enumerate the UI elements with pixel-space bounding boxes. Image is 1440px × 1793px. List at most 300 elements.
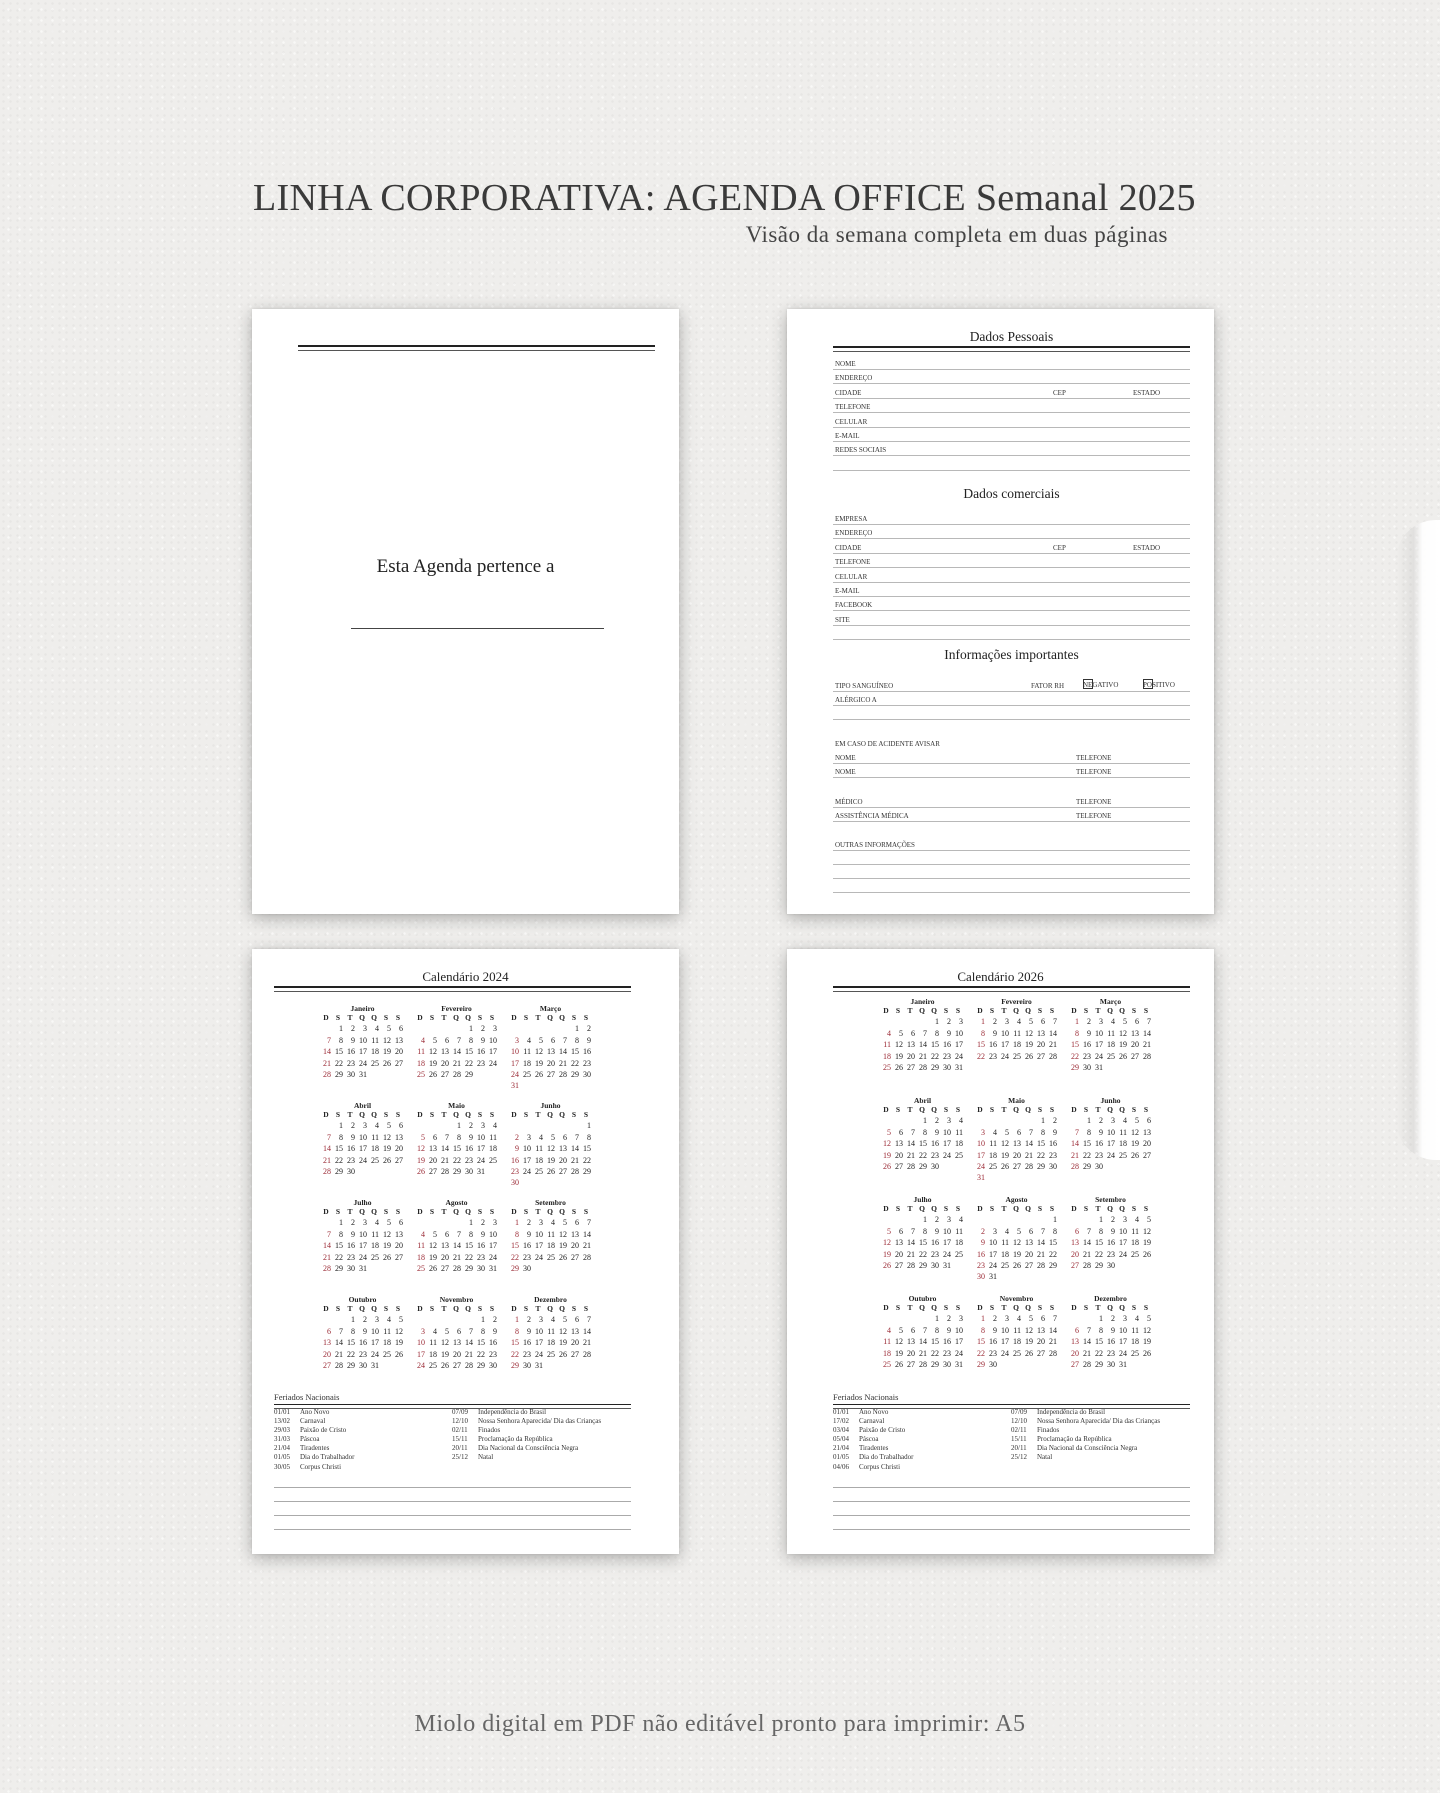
field-label: CIDADE — [835, 543, 862, 552]
writing-line-1 — [274, 1487, 631, 1488]
day-cell: 26 — [1143, 1348, 1151, 1358]
weekday-header: S — [395, 1304, 401, 1313]
day-cell: 7 — [1041, 1226, 1045, 1236]
day-cell: 19 — [1001, 1150, 1009, 1160]
weekday-header: S — [583, 1207, 589, 1216]
day-cell: 17 — [1001, 1337, 1009, 1347]
empty-cell — [450, 1218, 462, 1229]
day-cell: 14 — [907, 1139, 915, 1149]
field-label: FACEBOOK — [835, 601, 873, 610]
commercial-title: Dados comerciais — [963, 486, 1060, 501]
day-cell: 4 — [1005, 1226, 1009, 1236]
day-cell: 11 — [1001, 1238, 1009, 1248]
day-cell: 17 — [955, 1337, 963, 1347]
day-cell: 12 — [1119, 1028, 1127, 1038]
day-cell: 28 — [1025, 1161, 1033, 1171]
weekday-header: S — [383, 1304, 389, 1313]
day-cell: 24 — [371, 1349, 379, 1359]
day-cell: 18 — [547, 1241, 555, 1251]
day-cell: 11 — [489, 1132, 497, 1142]
day-cell: 15 — [1095, 1238, 1103, 1248]
weekday-header: S — [477, 1207, 483, 1216]
day-cell: 5 — [1147, 1215, 1151, 1225]
holiday-item — [833, 1463, 913, 1472]
field-row-2 — [833, 384, 1190, 399]
month-julho — [320, 1198, 405, 1275]
holiday-name: Proclamação da República — [478, 1435, 553, 1444]
calendar-2024-page — [252, 949, 679, 1554]
day-cell: 6 — [445, 1229, 449, 1239]
weekday-header: Q — [931, 1204, 937, 1213]
weekday-header: S — [1083, 1105, 1089, 1114]
day-cell: 30 — [465, 1166, 473, 1176]
holiday-name: Natal — [478, 1453, 494, 1462]
day-cell: 8 — [935, 1325, 939, 1335]
day-cell: 22 — [571, 1058, 579, 1068]
day-cell: 19 — [1025, 1337, 1033, 1347]
holiday-name: Ano Novo — [300, 1408, 330, 1416]
day-cell: 28 — [583, 1252, 591, 1262]
empty-cell — [892, 1314, 904, 1325]
day-cell: 22 — [931, 1348, 939, 1358]
day-cell: 2 — [527, 1218, 531, 1228]
day-cell: 9 — [1053, 1127, 1057, 1137]
day-cell: 11 — [1013, 1325, 1021, 1335]
empty-cell — [892, 1116, 904, 1127]
day-cell: 21 — [583, 1338, 591, 1348]
empty-cell — [532, 1121, 544, 1132]
day-cell: 4 — [993, 1127, 997, 1137]
weekday-header: S — [1037, 1006, 1043, 1015]
day-cell: 18 — [535, 1155, 543, 1165]
month-days — [974, 1006, 1059, 1063]
weekday-header: T — [907, 1006, 913, 1015]
day-cell: 3 — [363, 1218, 367, 1228]
weekday-header: S — [383, 1207, 389, 1216]
day-cell: 13 — [907, 1040, 915, 1050]
day-cell: 29 — [511, 1263, 519, 1273]
day-cell: 4 — [421, 1229, 425, 1239]
weekday-header: Q — [453, 1013, 459, 1022]
day-cell: 25 — [955, 1150, 963, 1160]
day-cell: 20 — [559, 1155, 567, 1165]
field-row-2 — [833, 539, 1190, 554]
day-cell: 27 — [395, 1058, 403, 1068]
day-cell: 1 — [1099, 1314, 1103, 1324]
day-cell: 11 — [371, 1035, 379, 1045]
day-cell: 8 — [981, 1325, 985, 1335]
day-cell: 20 — [1071, 1249, 1079, 1259]
day-cell: 22 — [335, 1058, 343, 1068]
day-cell: 9 — [947, 1028, 951, 1038]
day-cell: 2 — [469, 1121, 473, 1131]
month-days — [414, 1013, 499, 1081]
day-cell: 5 — [1017, 1226, 1021, 1236]
holiday-name: Carnaval — [300, 1417, 326, 1426]
day-cell: 6 — [1135, 1017, 1139, 1027]
day-cell: 27 — [1025, 1260, 1033, 1270]
field-label: ENDEREÇO — [835, 529, 873, 538]
day-cell: 9 — [935, 1226, 939, 1236]
day-cell: 28 — [571, 1166, 579, 1176]
emergency-name-row-2 — [833, 763, 1190, 778]
day-cell: 25 — [429, 1360, 437, 1370]
weekday-header: D — [417, 1207, 423, 1216]
day-cell: 13 — [441, 1241, 449, 1251]
day-cell: 14 — [453, 1047, 461, 1057]
day-cell: 9 — [587, 1035, 591, 1045]
holiday-item — [833, 1417, 913, 1426]
page-edge-shadow — [1396, 520, 1440, 1160]
weekday-header: S — [477, 1110, 483, 1119]
day-cell: 22 — [931, 1051, 939, 1061]
holiday-date: 03/04 — [833, 1426, 849, 1435]
day-cell: 6 — [899, 1127, 903, 1137]
day-cell: 16 — [523, 1338, 531, 1348]
weekday-header: T — [347, 1304, 353, 1313]
day-cell: 6 — [575, 1218, 579, 1228]
emergency-label: EM CASO DE ACIDENTE AVISAR — [835, 740, 940, 748]
month-days — [320, 1110, 405, 1178]
day-cell: 2 — [947, 1314, 951, 1324]
day-cell: 21 — [465, 1349, 473, 1359]
weekday-header: S — [895, 1303, 901, 1312]
weekday-header: S — [523, 1304, 529, 1313]
day-cell: 18 — [489, 1144, 497, 1154]
day-cell: 23 — [989, 1051, 997, 1061]
day-cell: 21 — [907, 1249, 915, 1259]
day-cell: 20 — [571, 1241, 579, 1251]
day-cell: 11 — [883, 1040, 891, 1050]
month-name: Junho — [1100, 1096, 1121, 1105]
holiday-date: 12/10 — [452, 1417, 468, 1426]
day-cell: 25 — [883, 1359, 891, 1369]
month-novembro — [414, 1295, 499, 1372]
day-cell: 6 — [433, 1132, 437, 1142]
empty-cell — [1068, 1116, 1080, 1127]
day-cell: 19 — [1131, 1139, 1139, 1149]
day-cell: 24 — [535, 1349, 543, 1359]
holiday-item — [833, 1426, 913, 1435]
day-cell: 4 — [887, 1028, 891, 1038]
day-cell: 29 — [1095, 1260, 1103, 1270]
day-cell: 30 — [977, 1272, 985, 1282]
day-cell: 19 — [895, 1051, 903, 1061]
day-cell: 30 — [347, 1166, 355, 1176]
day-cell: 12 — [1001, 1139, 1009, 1149]
day-cell: 13 — [1025, 1238, 1033, 1248]
day-cell: 22 — [511, 1349, 519, 1359]
holiday-name: Nossa Senhora Aparecida/ Dia das Crianças — [478, 1417, 602, 1426]
day-cell: 8 — [469, 1229, 473, 1239]
day-cell: 12 — [895, 1337, 903, 1347]
day-cell: 24 — [511, 1069, 519, 1079]
day-cell: 5 — [1147, 1314, 1151, 1324]
field-label: CELULAR — [835, 417, 868, 426]
day-cell: 20 — [1143, 1139, 1151, 1149]
day-cell: 7 — [339, 1326, 343, 1336]
day-cell: 28 — [453, 1263, 461, 1273]
blood-type-row — [833, 677, 1190, 692]
weekday-header: S — [1131, 1105, 1137, 1114]
day-cell: 31 — [477, 1166, 485, 1176]
holiday-date: 02/11 — [452, 1426, 468, 1435]
month-name: Setembro — [535, 1198, 566, 1207]
day-cell: 6 — [1017, 1127, 1021, 1137]
day-cell: 19 — [535, 1058, 543, 1068]
cover-page — [252, 309, 679, 914]
day-cell: 26 — [535, 1069, 543, 1079]
day-cell: 24 — [943, 1249, 951, 1259]
day-cell: 7 — [1075, 1127, 1079, 1137]
month-janeiro — [880, 997, 965, 1074]
month-março — [508, 1004, 593, 1093]
weekday-header: S — [1143, 1105, 1149, 1114]
month-name: Julho — [913, 1195, 932, 1204]
field-label: CIDADE — [835, 388, 862, 397]
weekday-header: S — [489, 1304, 495, 1313]
day-cell: 18 — [371, 1241, 379, 1251]
day-cell: 20 — [441, 1252, 449, 1262]
day-cell: 5 — [1005, 1127, 1009, 1137]
holiday-item — [274, 1417, 354, 1426]
day-cell: 9 — [351, 1132, 355, 1142]
day-cell: 13 — [1013, 1139, 1021, 1149]
day-cell: 16 — [943, 1337, 951, 1347]
day-cell: 7 — [1087, 1226, 1091, 1236]
day-cell: 25 — [417, 1263, 425, 1273]
weekday-header: S — [383, 1110, 389, 1119]
weekday-header: Q — [1025, 1006, 1031, 1015]
day-cell: 6 — [899, 1226, 903, 1236]
day-cell: 9 — [993, 1028, 997, 1038]
day-cell: 23 — [931, 1249, 939, 1259]
weekday-header: S — [571, 1207, 577, 1216]
weekday-header: D — [883, 1204, 889, 1213]
empty-cell — [974, 1215, 986, 1226]
day-cell: 26 — [1025, 1051, 1033, 1061]
month-name: Agosto — [445, 1198, 468, 1207]
field-row-4 — [833, 413, 1190, 428]
day-cell: 17 — [977, 1150, 985, 1160]
weekday-header: Q — [1107, 1105, 1113, 1114]
day-cell: 30 — [989, 1359, 997, 1369]
day-cell: 1 — [1075, 1017, 1079, 1027]
day-cell: 21 — [453, 1252, 461, 1262]
day-cell: 28 — [1037, 1260, 1045, 1270]
weekday-header: S — [429, 1013, 435, 1022]
weekday-header: S — [943, 1105, 949, 1114]
holiday-name: Ano Novo — [859, 1408, 889, 1416]
day-cell: 18 — [547, 1338, 555, 1348]
empty-cell — [880, 1116, 892, 1127]
day-cell: 12 — [1143, 1226, 1151, 1236]
day-cell: 7 — [563, 1035, 567, 1045]
weekday-header: S — [895, 1204, 901, 1213]
day-cell: 12 — [1131, 1127, 1139, 1137]
day-cell: 24 — [477, 1155, 485, 1165]
weekday-header: S — [583, 1110, 589, 1119]
writing-line-3 — [833, 1515, 1190, 1516]
day-cell: 26 — [559, 1252, 567, 1262]
weekday-header: S — [335, 1013, 341, 1022]
day-cell: 20 — [453, 1349, 461, 1359]
month-dezembro — [1068, 1294, 1153, 1371]
writing-line-3 — [274, 1515, 631, 1516]
day-cell: 21 — [1025, 1150, 1033, 1160]
day-cell: 26 — [383, 1058, 391, 1068]
day-cell: 20 — [895, 1150, 903, 1160]
day-cell: 29 — [571, 1069, 579, 1079]
weekday-header: Q — [359, 1207, 365, 1216]
empty-cell — [904, 1314, 916, 1325]
empty-cell — [332, 1315, 344, 1326]
weekday-header: D — [511, 1207, 517, 1216]
allergic-row-2 — [833, 705, 1190, 720]
day-cell: 7 — [327, 1132, 331, 1142]
weekday-header: S — [429, 1110, 435, 1119]
weekday-header: D — [511, 1304, 517, 1313]
day-cell: 19 — [429, 1058, 437, 1068]
holiday-date: 07/09 — [452, 1408, 468, 1416]
day-cell: 2 — [935, 1116, 939, 1126]
day-cell: 5 — [551, 1132, 555, 1142]
month-days — [1068, 1105, 1153, 1173]
day-cell: 9 — [481, 1035, 485, 1045]
empty-cell — [426, 1218, 438, 1229]
day-cell: 29 — [465, 1263, 473, 1273]
holidays-rule — [833, 1404, 1190, 1405]
day-cell: 16 — [931, 1238, 939, 1248]
day-cell: 18 — [1131, 1238, 1139, 1248]
weekday-header: S — [335, 1304, 341, 1313]
holidays-list-left — [274, 1408, 354, 1472]
day-cell: 20 — [1025, 1249, 1033, 1259]
day-cell: 20 — [907, 1051, 915, 1061]
day-cell: 8 — [923, 1226, 927, 1236]
day-cell: 11 — [547, 1229, 555, 1239]
month-setembro — [1068, 1195, 1153, 1272]
day-cell: 31 — [371, 1360, 379, 1370]
day-cell: 30 — [347, 1069, 355, 1079]
weekday-header: Q — [453, 1207, 459, 1216]
day-cell: 12 — [383, 1035, 391, 1045]
day-cell: 9 — [1087, 1028, 1091, 1038]
empty-cell — [450, 1024, 462, 1035]
month-name: Outubro — [348, 1295, 377, 1304]
empty-cell — [556, 1121, 568, 1132]
weekday-header: D — [977, 1303, 983, 1312]
holiday-name: Corpus Christi — [300, 1462, 342, 1471]
day-cell: 29 — [511, 1360, 519, 1370]
weekday-header: Q — [1013, 1204, 1019, 1213]
day-cell: 24 — [359, 1058, 367, 1068]
day-cell: 8 — [1099, 1325, 1103, 1335]
day-cell: 29 — [335, 1263, 343, 1273]
weekday-header: Q — [371, 1013, 377, 1022]
day-cell: 26 — [383, 1252, 391, 1262]
weekday-header: S — [1083, 1006, 1089, 1015]
day-cell: 7 — [587, 1315, 591, 1325]
empty-cell — [320, 1121, 332, 1132]
day-cell: 5 — [433, 1229, 437, 1239]
holiday-name: Tiradentes — [300, 1444, 330, 1453]
weekday-header: Q — [1119, 1105, 1125, 1114]
day-cell: 17 — [523, 1155, 531, 1165]
day-cell: 31 — [1119, 1359, 1127, 1369]
holiday-date: 17/02 — [833, 1417, 849, 1426]
day-cell: 1 — [515, 1218, 519, 1228]
day-cell: 15 — [511, 1338, 519, 1348]
weekday-header: Q — [547, 1207, 553, 1216]
empty-cell — [998, 1116, 1010, 1127]
day-cell: 19 — [547, 1155, 555, 1165]
day-cell: 1 — [923, 1116, 927, 1126]
empty-cell — [520, 1024, 532, 1035]
day-cell: 26 — [441, 1360, 449, 1370]
day-cell: 11 — [371, 1132, 379, 1142]
holiday-item — [1011, 1426, 1160, 1435]
day-cell: 6 — [563, 1132, 567, 1142]
day-cell: 2 — [993, 1017, 997, 1027]
empty-cell — [320, 1218, 332, 1229]
day-cell: 25 — [371, 1155, 379, 1165]
weekday-header: S — [895, 1006, 901, 1015]
day-cell: 4 — [551, 1218, 555, 1228]
weekday-header: Q — [1025, 1204, 1031, 1213]
day-cell: 27 — [1013, 1161, 1021, 1171]
day-cell: 16 — [989, 1337, 997, 1347]
holiday-date: 31/03 — [274, 1435, 290, 1444]
empty-cell — [1080, 1314, 1092, 1325]
day-cell: 25 — [1001, 1260, 1009, 1270]
holiday-item — [833, 1444, 913, 1453]
day-cell: 29 — [1037, 1161, 1045, 1171]
day-cell: 24 — [359, 1252, 367, 1262]
empty-cell — [1010, 1116, 1022, 1127]
weekday-header: S — [955, 1303, 961, 1312]
holiday-item — [1011, 1435, 1160, 1444]
day-cell: 15 — [1037, 1139, 1045, 1149]
day-cell: 29 — [335, 1166, 343, 1176]
day-cell: 25 — [955, 1249, 963, 1259]
day-cell: 18 — [955, 1139, 963, 1149]
day-cell: 5 — [1029, 1017, 1033, 1027]
weekday-header: D — [1071, 1006, 1077, 1015]
day-cell: 13 — [1071, 1337, 1079, 1347]
weekday-header: S — [383, 1013, 389, 1022]
day-cell: 5 — [433, 1035, 437, 1045]
day-cell: 26 — [1143, 1249, 1151, 1259]
day-cell: 6 — [1075, 1226, 1079, 1236]
day-cell: 24 — [955, 1348, 963, 1358]
day-cell: 25 — [1107, 1051, 1115, 1061]
day-cell: 4 — [375, 1121, 379, 1131]
field-label: E-MAIL — [835, 432, 860, 440]
day-cell: 6 — [327, 1326, 331, 1336]
day-cell: 12 — [1025, 1325, 1033, 1335]
month-days — [414, 1304, 499, 1372]
day-cell: 31 — [955, 1062, 963, 1072]
day-cell: 2 — [481, 1218, 485, 1228]
field-label: NOME — [835, 360, 856, 368]
weekday-header: S — [989, 1204, 995, 1213]
day-cell: 28 — [323, 1166, 331, 1176]
field-row-5 — [833, 427, 1190, 442]
day-cell: 19 — [883, 1150, 891, 1160]
day-cell: 12 — [417, 1144, 425, 1154]
month-outubro — [880, 1294, 965, 1371]
